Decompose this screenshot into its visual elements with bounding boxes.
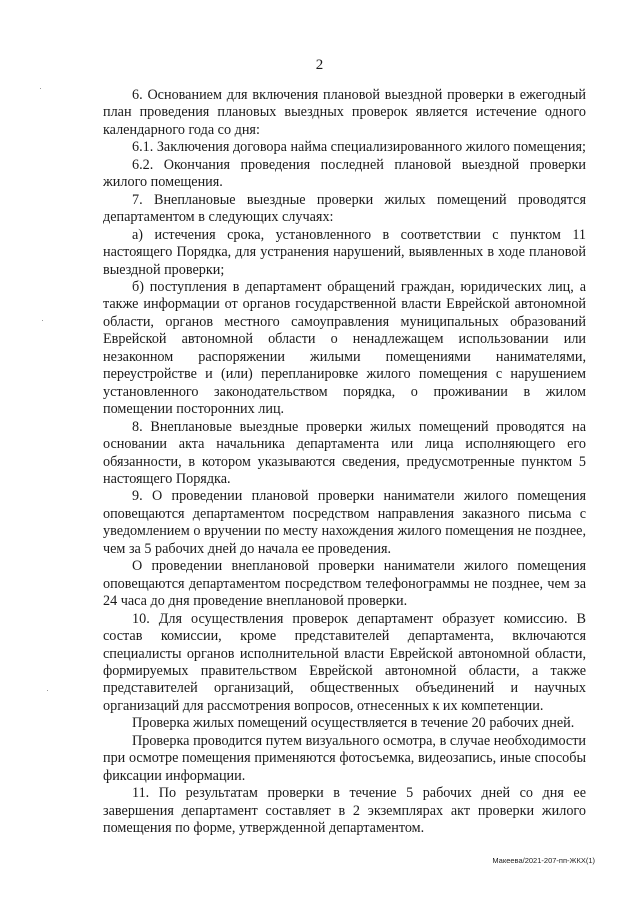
paragraph-10-method: Проверка проводится путем визуального осмотра, в случае необходимости при осмотре помещения применяются фотосъемка, видеозапись, иные способы фиксации информации. [103,732,586,784]
paragraph-8: 8. Внеплановые выездные проверки жилых помещений проводятся на основании акта начальника департамента или лица исполняющего его обязанности, в котором указываются сведения, предусмотренные пунктом 5 настоящего Порядка. [103,418,586,487]
paragraph-10: 10. Для осуществления проверок департамент образует комиссию. В состав комиссии, кроме представителей департамента, включаются специалисты органов исполнительной власти Еврейской автономной области, формируемых правительством Еврейской автономной области, а также представителей организаций, общественных объединений и научных организаций для рассмотрения вопросов, отнесенных к их компетенции. [103,610,586,714]
paragraph-6-2: 6.2. Окончания проведения последней плановой выездной проверки жилого помещения. [103,156,586,191]
scan-dot [40,88,41,89]
paragraph-9: 9. О проведении плановой проверки наниматели жилого помещения оповещаются департаментом посредством направления заказного письма с уведомлением о вручении по месту нахождения жилого помещения не позднее, чем за 5 рабочих дней до начала ее проведения. [103,488,586,557]
paragraph-7: 7. Внеплановые выездные проверки жилых помещений проводятся департаментом в следующих случаях: [103,191,586,226]
paragraph-7-a: а) истечения срока, установленного в соответствии с пунктом 11 настоящего Порядка, для устранения нарушений, выявленных в ходе плановой выездной проверки; [103,226,586,278]
paragraph-6: 6. Основанием для включения плановой выездной проверки в ежегодный план проведения плановых выездных проверок является истечение одного календарного года со дня: [103,87,586,138]
paragraph-11: 11. По результатам проверки в течение 5 рабочих дней со дня ее завершения департамент составляет в 2 экземплярах акт проверки жилого помещения по форме, утвержденной департаментом. [103,785,586,837]
paragraph-7-b: б) поступления в департамент обращений граждан, юридических лиц, а также информации от органов государственной власти Еврейской автономной области, органов местного самоуправления муниципальных образований Еврейской автономной области о ненадлежащем использовании или незаконном распоряжении жилыми помещениями нанимателями, переустройстве и (или) перепланировке жилого помещения с нарушением установленного законодательством порядка, о проживании в жилом помещении посторонних лиц. [103,278,586,418]
paragraph-6-1: 6.1. Заключения договора найма специализированного жилого помещения; [132,139,586,156]
document-body [103,87,586,837]
page-number: 2 [315,57,324,73]
scan-dot [42,320,43,321]
document-footer-code: Макеева/2021-207-пп-ЖКХ(1) [492,856,595,865]
paragraph-10-duration: Проверка жилых помещений осуществляется в течение 20 рабочих дней. [132,715,575,732]
paragraph-9-unscheduled: О проведении внеплановой проверки наниматели жилого помещения оповещаются департаментом посредством телефонограммы не позднее, чем за 24 часа до дня проведение внеплановой проверки. [103,558,586,610]
scan-dot [47,690,48,691]
